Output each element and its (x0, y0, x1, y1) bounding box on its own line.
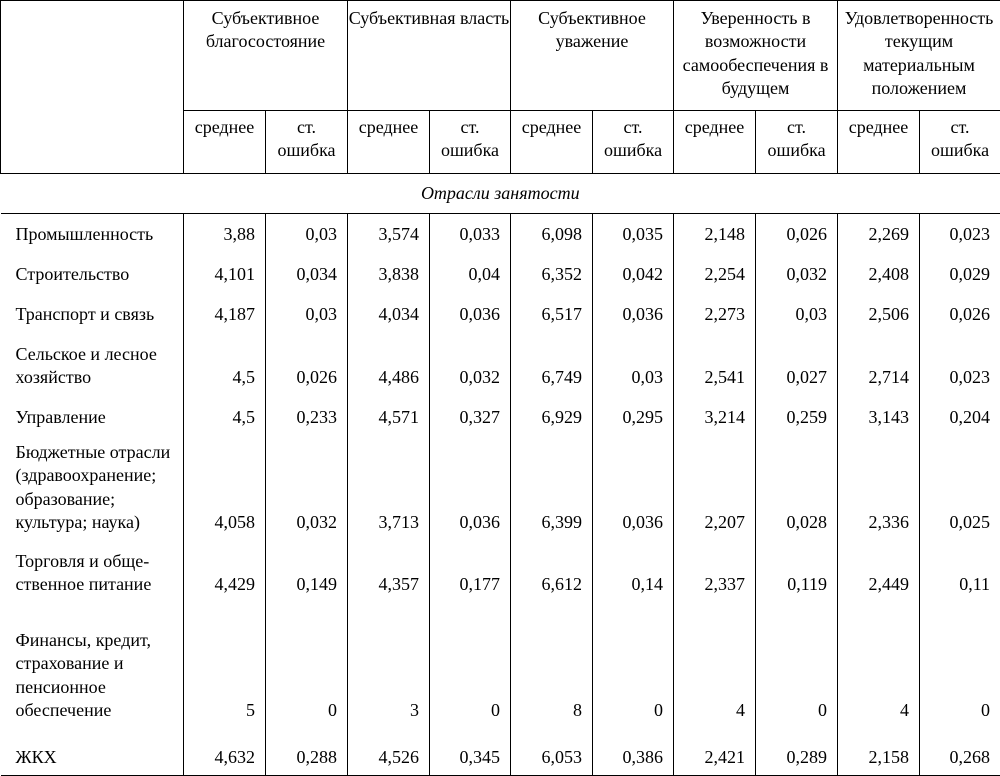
std-error-cell: 0,036 (593, 293, 674, 333)
std-error-cell: 0,04 (430, 253, 511, 293)
row-construction (1, 253, 1000, 293)
mean-value-cell: 2,269 (838, 214, 920, 253)
section-title: Отрасли занятости (1, 174, 1000, 214)
std-error-cell: 0,026 (920, 293, 1000, 333)
row-label: Транспорт и связь (1, 293, 184, 333)
subheader-std-error: ст. ошибка (266, 111, 348, 174)
std-error-cell: 0,11 (920, 541, 1000, 603)
row-label: Финансы, кредит, страхование и пенсионное обеспечение (1, 603, 184, 729)
mean-value-cell: 4,5 (184, 333, 266, 396)
row-administration (1, 396, 1000, 436)
std-error-cell: 0,035 (593, 214, 674, 253)
mean-value-cell: 4,034 (348, 293, 430, 333)
std-error-cell: 0,03 (756, 293, 838, 333)
std-error-cell: 0,119 (756, 541, 838, 603)
std-error-cell: 0,268 (920, 729, 1000, 776)
mean-value-cell: 3,143 (838, 396, 920, 436)
mean-value-cell: 4,5 (184, 396, 266, 436)
mean-value-cell: 2,148 (674, 214, 756, 253)
mean-value-cell: 2,714 (838, 333, 920, 396)
subheader-std-error: ст. ошибка (756, 111, 838, 174)
std-error-cell: 0,028 (756, 436, 838, 541)
subheader-std-error: ст. ошибка (920, 111, 1000, 174)
mean-value-cell: 6,749 (511, 333, 593, 396)
std-error-cell: 0 (756, 603, 838, 729)
mean-value-cell: 3,574 (348, 214, 430, 253)
row-label: Бюджетные отрасли (здравоохранение; образование; культура; наука) (1, 436, 184, 541)
std-error-cell: 0,036 (593, 436, 674, 541)
mean-value-cell: 4 (838, 603, 920, 729)
std-error-cell: 0,036 (430, 293, 511, 333)
mean-value-cell: 4,058 (184, 436, 266, 541)
subheader-mean: среднее (674, 111, 756, 174)
mean-value-cell: 4,187 (184, 293, 266, 333)
std-error-cell: 0,204 (920, 396, 1000, 436)
row-industry (1, 214, 1000, 253)
std-error-cell: 0,027 (756, 333, 838, 396)
mean-value-cell: 6,098 (511, 214, 593, 253)
std-error-cell: 0,327 (430, 396, 511, 436)
mean-value-cell: 2,336 (838, 436, 920, 541)
mean-value-cell: 3,838 (348, 253, 430, 293)
mean-value-cell: 2,273 (674, 293, 756, 333)
std-error-cell: 0,288 (266, 729, 348, 776)
std-error-cell: 0,026 (756, 214, 838, 253)
std-error-cell: 0,295 (593, 396, 674, 436)
std-error-cell: 0,03 (266, 293, 348, 333)
mean-value-cell: 4,486 (348, 333, 430, 396)
header-self-sufficiency-confidence: Уверенность в возможности самообеспечения в будущем (674, 1, 838, 111)
mean-value-cell: 4,357 (348, 541, 430, 603)
row-label: Торговля и общественное питание (1, 541, 184, 603)
header-blank-cell (1, 1, 184, 174)
std-error-cell: 0 (266, 603, 348, 729)
std-error-cell: 0,036 (430, 436, 511, 541)
std-error-cell: 0 (430, 603, 511, 729)
header-subjective-wellbeing: Субъективное благосостояние (184, 1, 348, 111)
std-error-cell: 0,149 (266, 541, 348, 603)
subheader-std-error: ст. ошибка (430, 111, 511, 174)
std-error-cell: 0,029 (920, 253, 1000, 293)
header-subjective-respect: Субъективное уважение (511, 1, 674, 111)
std-error-cell: 0 (920, 603, 1000, 729)
std-error-cell: 0,025 (920, 436, 1000, 541)
subheader-mean: среднее (348, 111, 430, 174)
std-error-cell: 0,03 (593, 333, 674, 396)
subheader-mean: среднее (511, 111, 593, 174)
std-error-cell: 0,289 (756, 729, 838, 776)
mean-value-cell: 6,612 (511, 541, 593, 603)
row-label: Управление (1, 396, 184, 436)
row-budget-sectors (1, 436, 1000, 541)
mean-value-cell: 5 (184, 603, 266, 729)
std-error-cell: 0,034 (266, 253, 348, 293)
row-label: Строительство (1, 253, 184, 293)
mean-value-cell: 4,571 (348, 396, 430, 436)
std-error-cell: 0,386 (593, 729, 674, 776)
mean-value-cell: 2,506 (838, 293, 920, 333)
mean-value-cell: 6,053 (511, 729, 593, 776)
std-error-cell: 0,177 (430, 541, 511, 603)
mean-value-cell: 6,517 (511, 293, 593, 333)
mean-value-cell: 4,632 (184, 729, 266, 776)
mean-value-cell: 4,429 (184, 541, 266, 603)
mean-value-cell: 2,254 (674, 253, 756, 293)
mean-value-cell: 2,421 (674, 729, 756, 776)
std-error-cell: 0 (593, 603, 674, 729)
mean-value-cell: 6,929 (511, 396, 593, 436)
mean-value-cell: 2,541 (674, 333, 756, 396)
std-error-cell: 0,023 (920, 333, 1000, 396)
mean-value-cell: 3,214 (674, 396, 756, 436)
subheader-mean: среднее (838, 111, 920, 174)
mean-value-cell: 6,352 (511, 253, 593, 293)
std-error-cell: 0,033 (430, 214, 511, 253)
header-material-satisfaction: Удовлетворенность текущим материальным положением (838, 1, 1000, 111)
row-housing-utilities (1, 729, 1000, 776)
row-label: Сельское и лесное хозяйство (1, 333, 184, 396)
mean-value-cell: 3,713 (348, 436, 430, 541)
mean-value-cell: 8 (511, 603, 593, 729)
mean-value-cell: 2,337 (674, 541, 756, 603)
std-error-cell: 0,032 (430, 333, 511, 396)
std-error-cell: 0,259 (756, 396, 838, 436)
std-error-cell: 0,03 (266, 214, 348, 253)
std-error-cell: 0,032 (756, 253, 838, 293)
row-trade-catering (1, 541, 1000, 603)
std-error-cell: 0,345 (430, 729, 511, 776)
row-label: Промышленность (1, 214, 184, 253)
mean-value-cell: 3,88 (184, 214, 266, 253)
std-error-cell: 0,14 (593, 541, 674, 603)
std-error-cell: 0,032 (266, 436, 348, 541)
mean-value-cell: 3 (348, 603, 430, 729)
mean-value-cell: 4 (674, 603, 756, 729)
row-label: ЖКХ (1, 729, 184, 776)
header-subjective-power: Субъективная власть (348, 1, 511, 111)
subheader-std-error: ст. ошибка (593, 111, 674, 174)
row-agriculture-forestry (1, 333, 1000, 396)
mean-value-cell: 2,449 (838, 541, 920, 603)
mean-value-cell: 4,101 (184, 253, 266, 293)
std-error-cell: 0,042 (593, 253, 674, 293)
row-finance-insurance (1, 603, 1000, 729)
row-transport-communication (1, 293, 1000, 333)
mean-value-cell: 2,408 (838, 253, 920, 293)
subheader-mean: среднее (184, 111, 266, 174)
std-error-cell: 0,233 (266, 396, 348, 436)
std-error-cell: 0,026 (266, 333, 348, 396)
mean-value-cell: 2,158 (838, 729, 920, 776)
std-error-cell: 0,023 (920, 214, 1000, 253)
mean-value-cell: 4,526 (348, 729, 430, 776)
mean-value-cell: 6,399 (511, 436, 593, 541)
mean-value-cell: 2,207 (674, 436, 756, 541)
